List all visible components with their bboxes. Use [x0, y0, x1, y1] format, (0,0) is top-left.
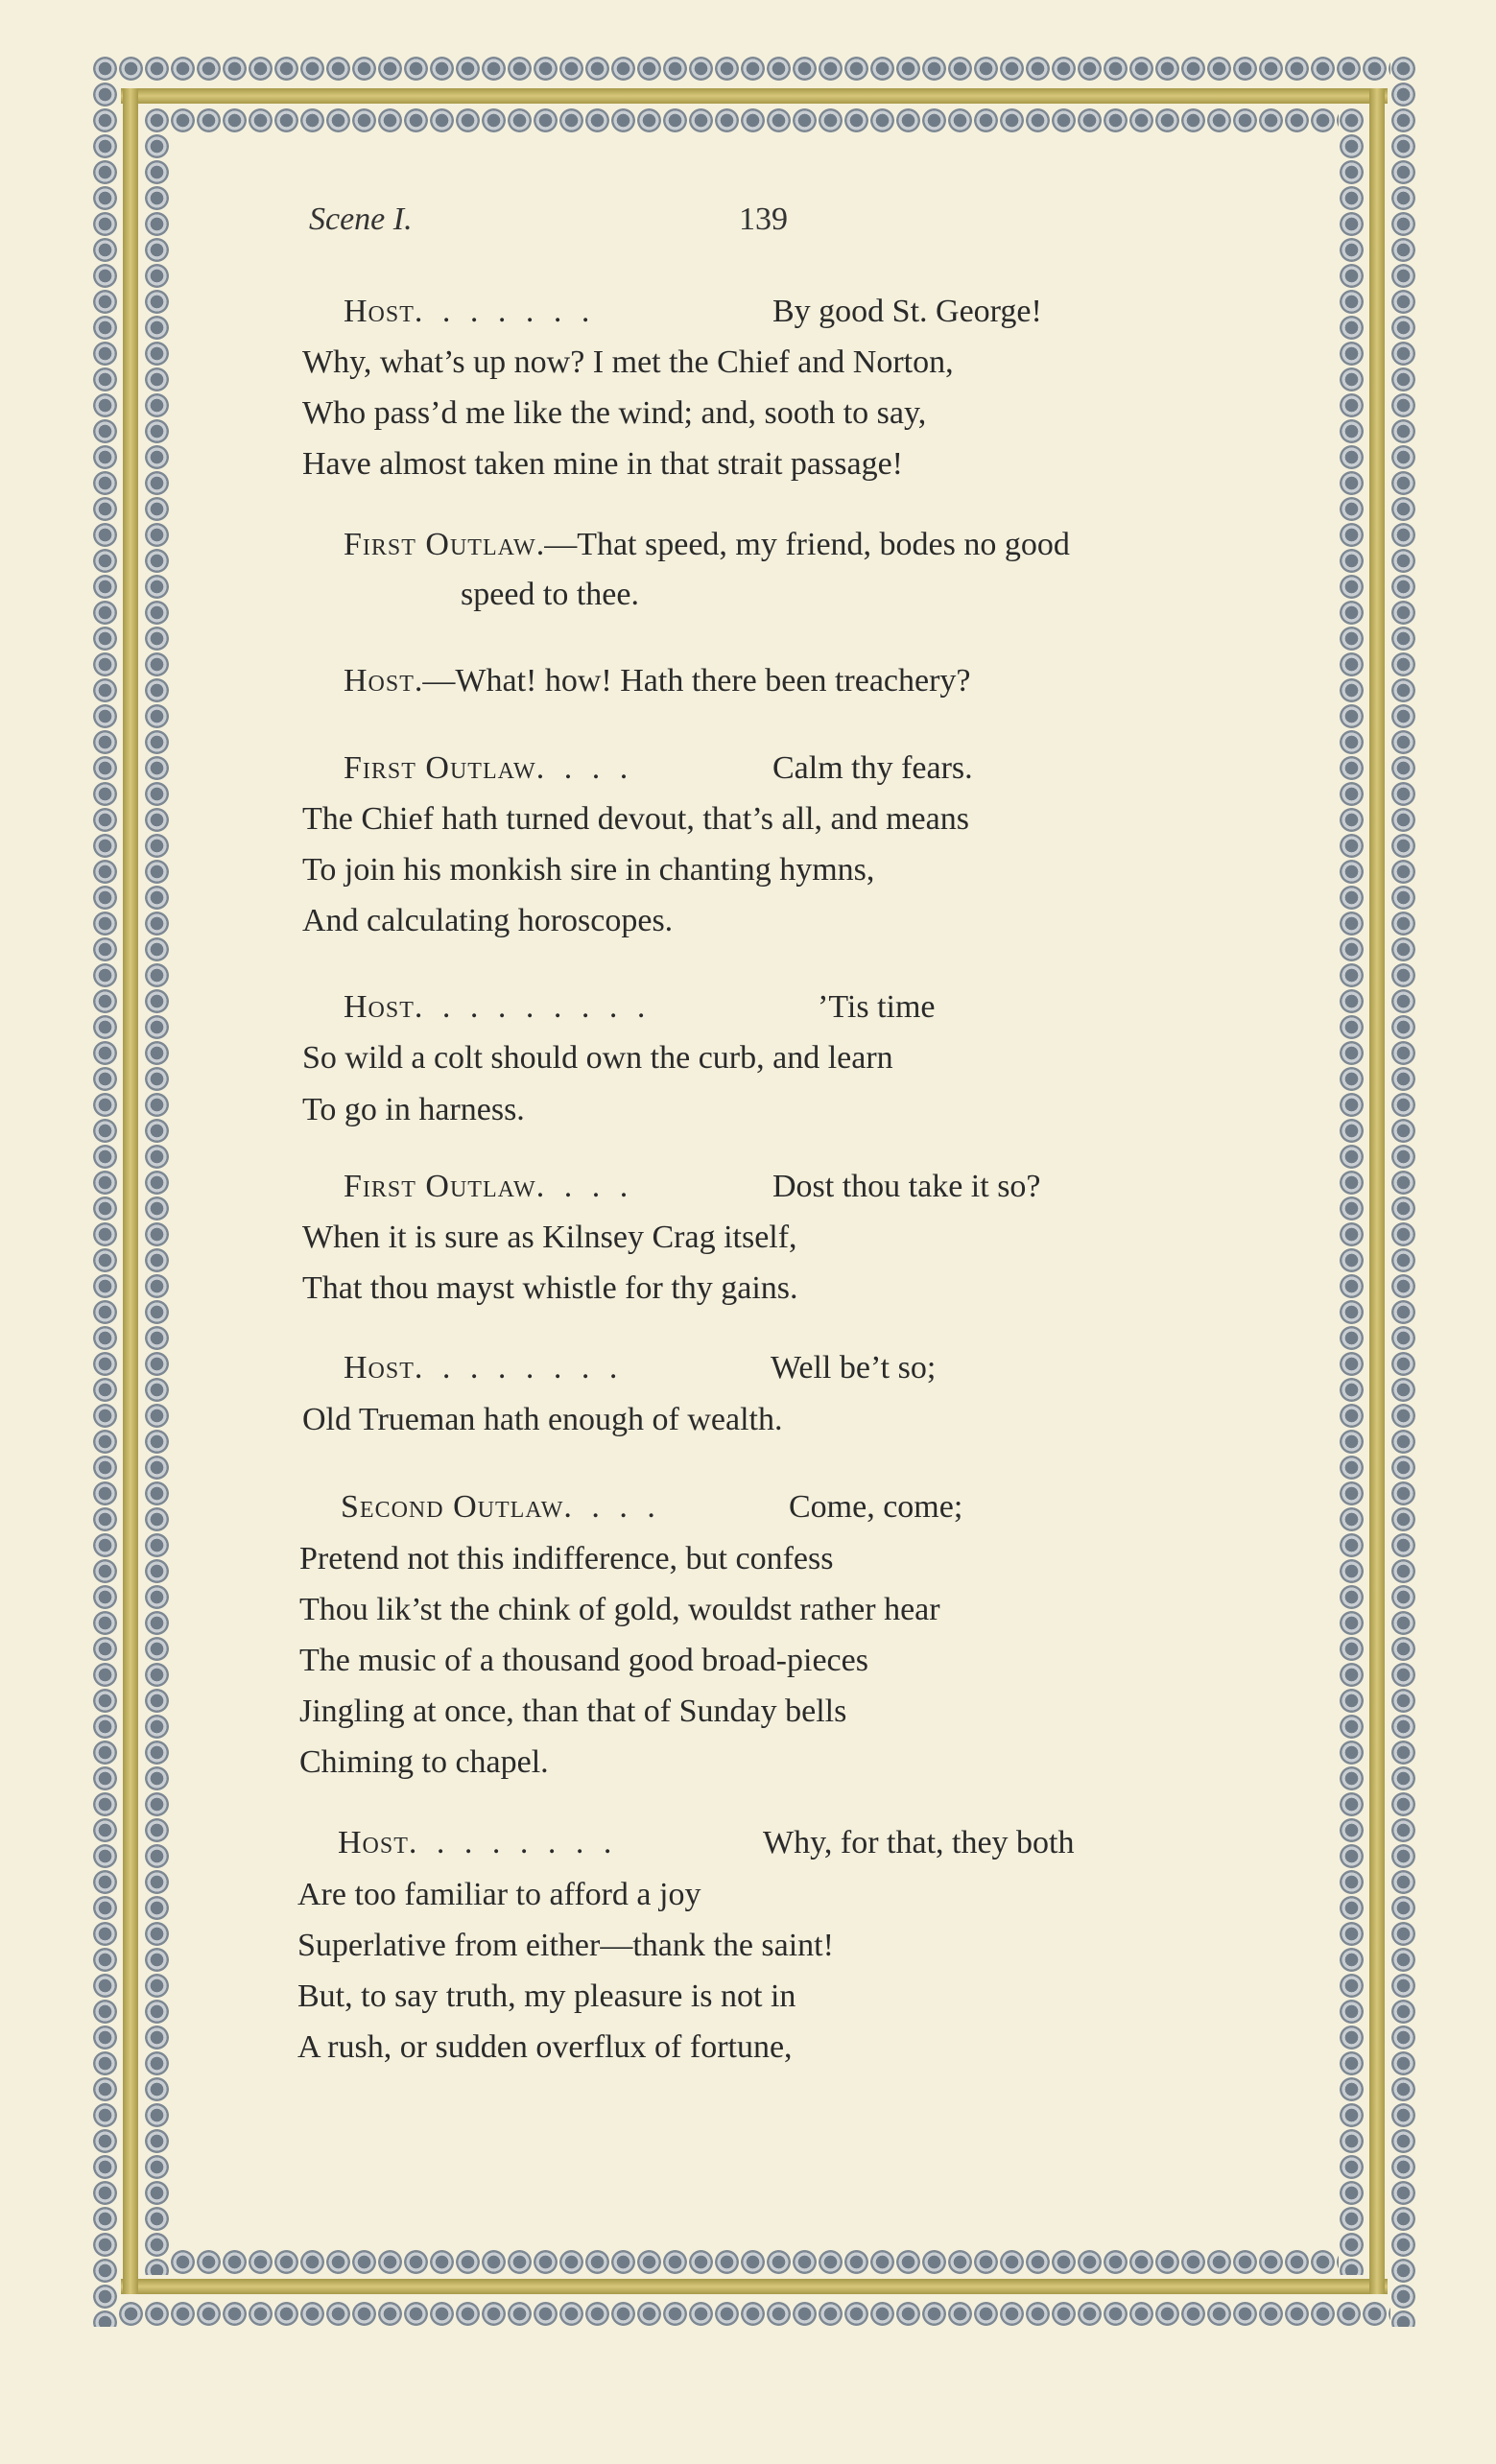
speaker-name: Second Outlaw [341, 1489, 564, 1525]
speaker-line [338, 1824, 617, 1862]
verse-line: To join his monkish sire in chanting hymns, [302, 852, 875, 888]
speaker-name: First Outlaw [344, 527, 536, 562]
verse-line: Jingling at once, than that of Sunday bells [299, 1694, 847, 1729]
verse-line: Why, what’s up now? I met the Chief and Norton, [302, 344, 954, 380]
leader-dash: .— [535, 527, 578, 562]
page-number: 139 [739, 201, 788, 237]
verse-line: Superlative from either—thank the saint! [297, 1928, 834, 1963]
speech-cue: Come, come; [789, 1489, 963, 1525]
verse-line: To go in harness. [302, 1092, 525, 1127]
verse-line: When it is sure as Kilnsey Crag itself, [302, 1220, 797, 1255]
running-head [309, 201, 904, 249]
verse-line: Thou lik’st the chink of gold, wouldst rather hear [299, 1592, 940, 1627]
speech-cue: What! how! Hath there been treachery? [455, 663, 971, 699]
leader-dash: .— [414, 663, 456, 699]
speaker-name: Host [344, 663, 415, 699]
speaker-line [344, 749, 633, 788]
speaker-line [344, 988, 651, 1027]
speaker-name: Host [344, 989, 415, 1025]
speech-cue: By good St. George! [772, 294, 1042, 329]
scene-heading: Scene I. [309, 201, 413, 237]
speech-cue: That speed, my friend, bodes no good [577, 527, 1070, 562]
leader-dots: . . . . . . . . [414, 1350, 624, 1386]
speaker-line [344, 293, 595, 331]
leader-dots: . . . . . . . [414, 294, 596, 329]
speech-cue: Well be’t so; [771, 1350, 937, 1386]
speaker-name: Host [344, 294, 415, 329]
verse-line: Have almost taken mine in that strait passage! [302, 446, 903, 482]
verse-line: So wild a colt should own the curb, and learn [302, 1040, 893, 1076]
leader-dots: . . . . . . . . [408, 1825, 618, 1860]
verse-line: A rush, or sudden overflux of fortune, [297, 2029, 793, 2065]
speaker-line [344, 1349, 623, 1387]
speech-cue: Dost thou take it so? [772, 1169, 1041, 1204]
verse-line: Pretend not this indifference, but confess [299, 1541, 834, 1576]
speaker-line [344, 662, 971, 700]
speaker-name: First Outlaw [344, 1169, 536, 1204]
verse-line: And calculating horoscopes. [302, 903, 674, 938]
speaker-line [341, 1488, 661, 1527]
speech-cue: ’Tis time [818, 989, 936, 1025]
verse-line: The Chief hath turned devout, that’s all, and means [302, 801, 969, 837]
speaker-name: Host [344, 1350, 415, 1386]
leader-dots: . . . . [563, 1489, 661, 1525]
verse-line: Old Trueman hath enough of wealth. [302, 1402, 783, 1437]
speech-cue: Why, for that, they both [763, 1825, 1075, 1860]
speaker-name: Host [338, 1825, 409, 1860]
speaker-name: First Outlaw [344, 750, 536, 786]
verse-line: Are too familiar to afford a joy [297, 1877, 701, 1912]
leader-dots: . . . . [535, 750, 634, 786]
verse-line: The music of a thousand good broad-pieces [299, 1643, 868, 1678]
speech-cue: Calm thy fears. [772, 750, 973, 786]
verse-line: Who pass’d me like the wind; and, sooth to say, [302, 395, 927, 431]
verse-line: That thou mayst whistle for thy gains. [302, 1270, 798, 1306]
verse-line: Chiming to chapel. [299, 1744, 549, 1780]
verse-line: But, to say truth, my pleasure is not in [297, 1978, 796, 2014]
speaker-line [344, 526, 1070, 564]
leader-dots: . . . . [535, 1169, 634, 1204]
verse-line: speed to thee. [461, 577, 639, 612]
speaker-line [344, 1168, 633, 1206]
leader-dots: . . . . . . . . . [414, 989, 652, 1025]
